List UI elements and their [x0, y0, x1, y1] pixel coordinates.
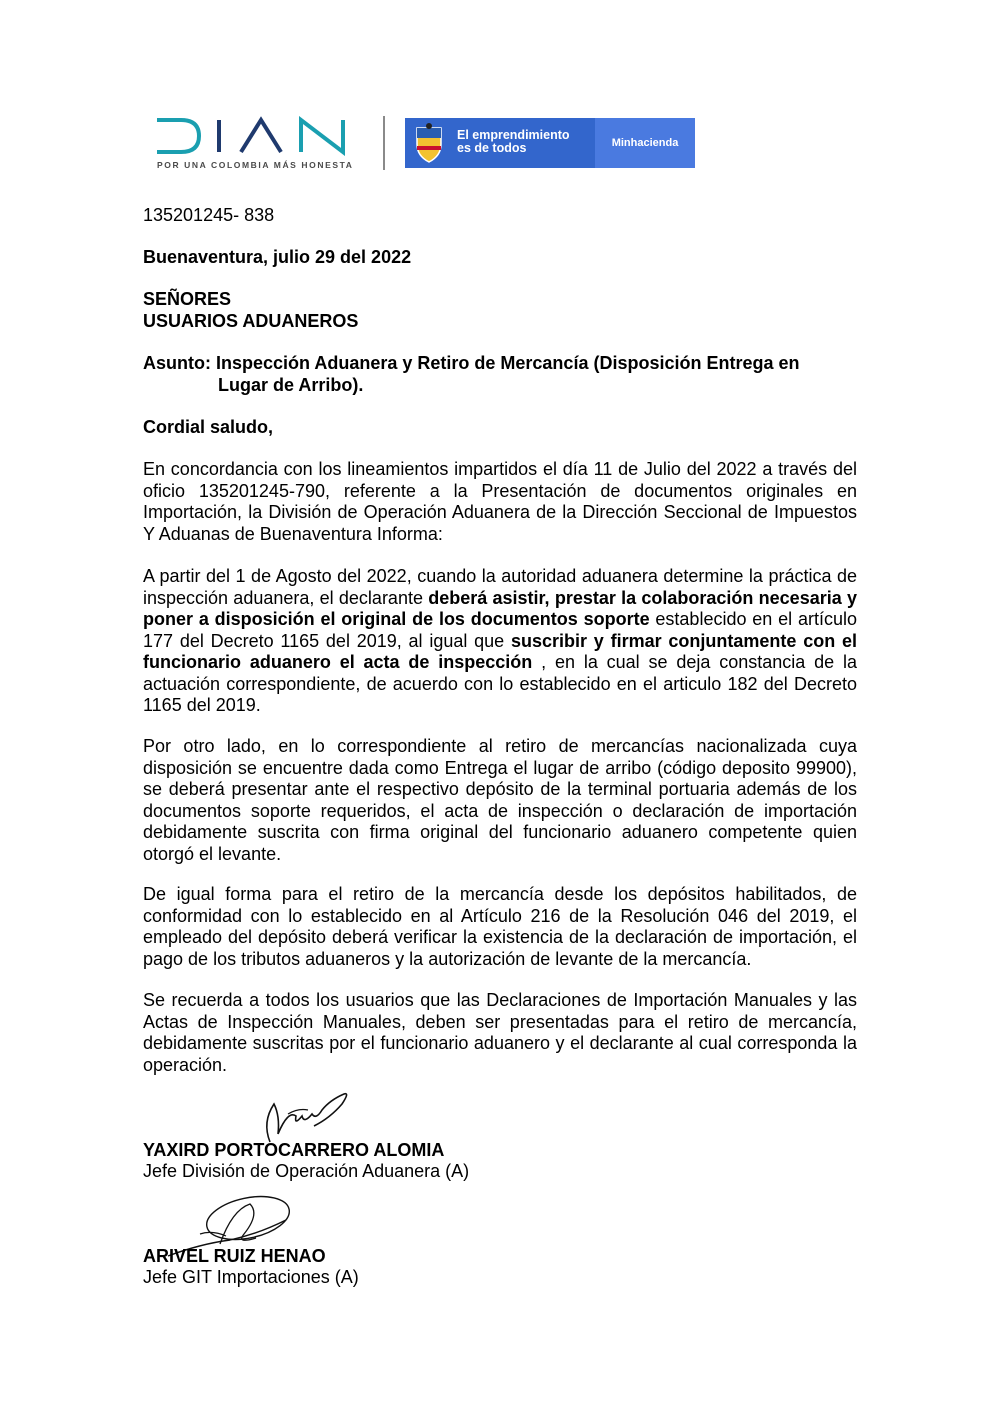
recipient-line2: USUARIOS ADUANEROS: [143, 310, 359, 331]
signatory-1-name: YAXIRD PORTOCARRERO ALOMIA: [143, 1140, 445, 1160]
government-slogan-line1: El emprendimiento: [457, 128, 570, 142]
paragraph2-bold1: deberá asistir, prestar la colaboración necesaria y poner a disposición el original de los documentos soporte: [143, 587, 857, 629]
body-paragraph-1-text: En concordancia con los lineamientos impartidos el día 11 de Julio del 2022 a través del oficio 135201245-790, referente a la Presentación de documentos originales en Importación, la División de Operación Aduanera de la Dirección Seccional de Impuestos Y Aduanas de Buenaventura Informa:: [143, 459, 857, 544]
paragraph2-part3: , en la cual se deja constancia de la actuación correspondiente, de acuerdo con lo establecido en el articulo 182 del Decreto 1165 del 2019.: [143, 652, 857, 715]
body-paragraph-4-text: De igual forma para el retiro de la mercancía desde los depósitos habilitados, de conformidad con lo establecido en al Artículo 216 de la Resolución 046 del 2019, el empleado del depósito deberá verificar la existencia de la declaración de importación, el pago de los tributos aduaneros y la autorización de levante de la mercancía.: [143, 884, 857, 969]
signatory-2-position: Jefe GIT Importaciones (A): [143, 1267, 359, 1287]
subject-line2: Lugar de Arribo).: [218, 374, 364, 395]
body-paragraph-5: [143, 990, 857, 1076]
body-paragraph-5-text: Se recuerda a todos los usuarios que las Declaraciones de Importación Manuales y las Actas de Inspección Manuales, deben ser presentadas para el retiro de mercancía, debidamente suscritas por el funcionario aduanero y el declarante al cual corresponda la operación.: [143, 990, 857, 1075]
place-and-date: Buenaventura, julio 29 del 2022: [143, 247, 412, 267]
letterhead-logos: [155, 112, 700, 174]
subject-line1: [143, 353, 857, 375]
subject-label: Asunto:: [143, 353, 211, 373]
government-banner: [405, 118, 695, 168]
paragraph2-bold2: suscribir y firmar conjuntamente con el funcionario aduanero el acta de inspección: [143, 630, 857, 672]
paragraph2-part2: establecido en el artículo 177 del Decreto 1165 del 2019, al igual que: [143, 609, 857, 651]
subject-text-line1: Inspección Aduanera y Retiro de Mercancía (Disposición Entrega en: [216, 353, 800, 373]
body-paragraph-1: [143, 459, 857, 545]
government-slogan: [457, 129, 570, 155]
subject: [143, 353, 857, 396]
body-paragraph-2: [143, 566, 857, 717]
government-slogan-line2: es de todos: [457, 141, 527, 155]
dian-tagline: POR UNA COLOMBIA MÁS HONESTA: [157, 160, 354, 170]
ministry-label: Minhacienda: [595, 118, 695, 168]
recipient: [143, 289, 358, 332]
reference-number: 135201245- 838: [143, 205, 275, 225]
signatory-1-position: Jefe División de Operación Aduanera (A): [143, 1161, 470, 1181]
paragraph2-part1: A partir del 1 de Agosto del 2022, cuando la autoridad aduanera determine la práctica de inspección aduanera, el declarante: [143, 566, 857, 608]
recipient-line1: SEÑORES: [143, 289, 232, 309]
body-paragraph-3: [143, 736, 857, 865]
dian-logo-icon: [155, 116, 365, 156]
colombia-coat-of-arms-icon: [411, 122, 447, 164]
greeting: Cordial saludo,: [143, 417, 274, 437]
body-paragraph-2-text: [143, 566, 857, 717]
body-paragraph-4: [143, 884, 857, 970]
body-paragraph-3-text: Por otro lado, en lo correspondiente al retiro de mercancías nacionalizada cuya disposición se encuentre dada como Entrega el lugar de arribo (código deposito 99900), se deberá presentar ante el respectivo depósito de la terminal portuaria además de los documentos soporte requeridos, el acta de inspección o declaración de importación debidamente suscrita con firma original del funcionario aduanero competente quien otorgó el levante.: [143, 736, 857, 864]
logo-divider: [383, 116, 385, 170]
signatory-2-name: ARIVEL RUIZ HENAO: [143, 1246, 326, 1266]
